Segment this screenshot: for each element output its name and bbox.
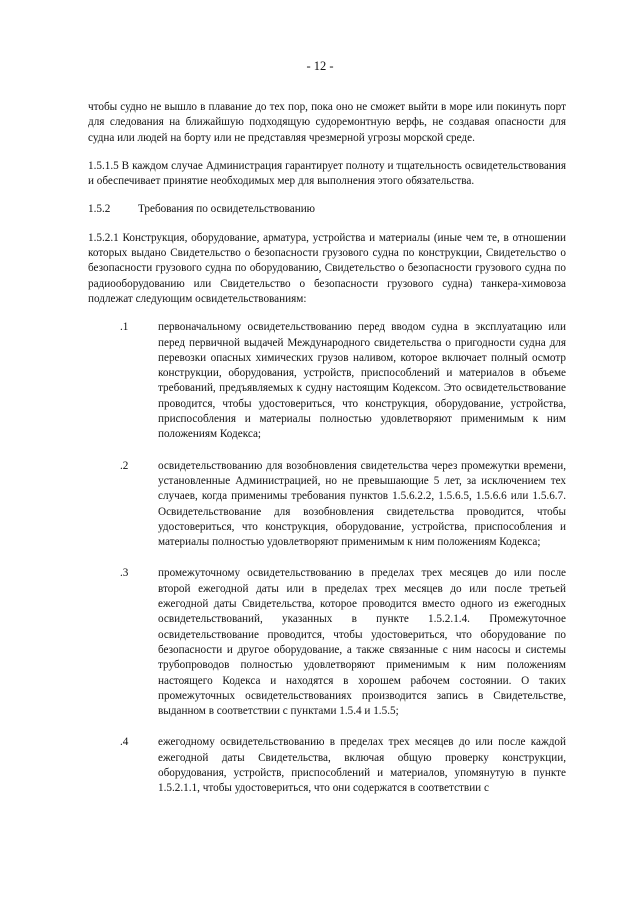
list-item-text: промежуточному освидетельствованию в пределах трех месяцев до или после второй ежегодной даты или в пределах трех месяцев до или после третьей ежегодной даты Свидетельства, которое проводится вместо одного из ежегодных освидетельствований, указанных в пункте 1.5.2.1.4. Промежуточное освидетельствование проводится, чтобы удостовериться, что оборудование по безопасности и другое оборудование, а также связанные с ним насосы и системы трубопроводов полностью удовлетворяют применимым к ним положениям настоящего Кодекса и находятся в хорошем рабочем состоянии. О таких промежуточных освидетельствованиях производится запись в Свидетельстве, выданном в соответствии с пунктами 1.5.4 и 1.5.5;: [158, 567, 566, 718]
list-item-text: освидетельствованию для возобновления свидетельства через промежутки времени, установленные Администрацией, но не превышающие 5 лет, за исключением тех случаев, когда применимы требования пунктов 1.5.6.2.2, 1.5.6.5, 1.5.6.6 или 1.5.6.7. Освидетельствование для возобновления свидетельства проводится, чтобы удостовериться, что конструкция, оборудование, устройства, приспособления и материалы полностью удовлетворяют применимым к ним положениям Кодекса;: [158, 459, 566, 549]
paragraph-1-5-2-1: 1.5.2.1 Конструкция, оборудование, арматура, устройства и материалы (иные чем те, в отношении которых выдано Свидетельство о безопасности грузового судна по конструкции, Свидетельство о безопасности грузового судна по оборудованию, Свидетельство о безопасности грузового судна по радиооборудованию или Свидетельство о безопасности грузового судна) танкера-химовоза подлежат следующим освидетельствованиям:: [88, 231, 566, 305]
section-heading-title: Требования по освидетельствованию: [138, 203, 316, 216]
survey-list: [88, 320, 566, 796]
list-item-marker: .3: [120, 567, 129, 580]
page-number: - 12 -: [306, 59, 334, 73]
list-item-marker: .4: [120, 736, 129, 749]
paragraph-1-5-1-5: 1.5.1.5 В каждом случае Администрация гарантирует полноту и тщательность освидетельствования и обеспечивает принятие необходимых мер для выполнения этого обязательства.: [88, 159, 566, 188]
list-item-marker: .1: [120, 321, 129, 334]
list-item-text: первоначальному освидетельствованию перед вводом судна в эксплуатацию или перед первичной выдачей Международного свидетельства о пригодности судна для перевозки опасных химических грузов наливом, которое включает полный осмотр конструкции, оборудования, устройств, приспособлений и материалов в объеме требований, предъявляемых к судну настоящим Кодексом. Это освидетельствование проводится, чтобы удостовериться, что конструкция, оборудование, устройства, приспособления и материалы полностью удовлетворяют применимым к ним положениям Кодекса;: [158, 321, 566, 441]
list-item-marker: .2: [120, 459, 129, 472]
list-item-text: ежегодному освидетельствованию в пределах трех месяцев до или после каждой ежегодной даты Свидетельства, включая общую проверку конструкции, оборудования, устройств, приспособлений и материалов, упомянутую в пункте 1.5.2.1.1, чтобы удостовериться, что они содержатся в соответствии с: [158, 736, 566, 795]
intro-paragraph: чтобы судно не вышло в плавание до тех пор, пока оно не сможет выйти в море или покинуть порт для следования на ближайшую подходящую судоремонтную верфь, не создавая опасности для судна или людей на борту или не представляя чрезмерной угрозы морской среде.: [88, 101, 566, 144]
document-body: [88, 100, 566, 813]
list-item: [88, 459, 566, 551]
list-item: [88, 320, 566, 442]
section-heading-number: 1.5.2: [88, 203, 111, 216]
section-heading: [88, 202, 566, 217]
list-item: [88, 735, 566, 796]
list-item: [88, 566, 566, 719]
